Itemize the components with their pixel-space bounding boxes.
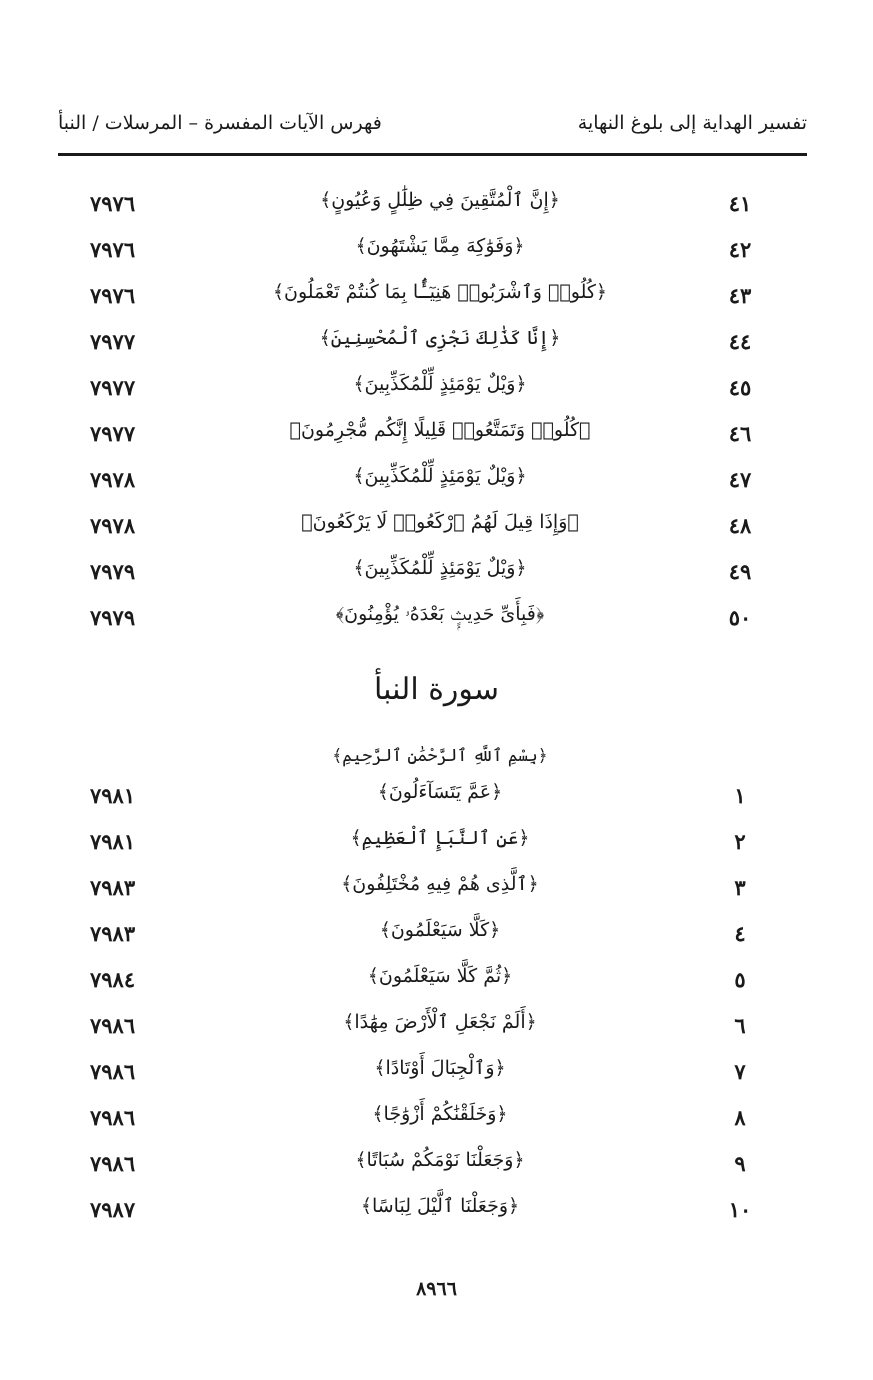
page-reference: ٧٩٨٤	[90, 967, 136, 992]
page-reference: ٧٩٧٨	[90, 467, 136, 492]
page-reference: ٧٩٧٧	[90, 329, 136, 354]
verse-text: ﴿وَيْلٌ يَوْمَئِذٍ لِّلْمُكَذِّبِينَ﴾	[353, 465, 527, 487]
table-row	[0, 777, 873, 823]
table-row	[0, 823, 873, 869]
verse-text: ﴿وَيْلٌ يَوْمَئِذٍ لِّلْمُكَذِّبِينَ﴾	[353, 557, 527, 579]
page-reference: ٧٩٧٦	[90, 283, 136, 308]
index-table-mursalat	[0, 185, 873, 645]
verse-number: ٤٥	[728, 375, 752, 400]
page-reference: ٧٩٨٦	[90, 1151, 136, 1176]
table-row	[0, 1191, 873, 1237]
page-reference: ٧٩٧٩	[90, 605, 136, 630]
verse-number: ٧	[734, 1059, 746, 1084]
table-row	[0, 231, 873, 277]
table-row	[0, 1099, 873, 1145]
table-row	[0, 599, 873, 645]
table-row	[0, 1007, 873, 1053]
page-reference: ٧٩٨٦	[90, 1105, 136, 1130]
table-row	[0, 185, 873, 231]
verse-text: ﴿وَٱلْجِبَالَ أَوْتَادًا﴾	[374, 1057, 506, 1079]
page-reference: ٧٩٨٧	[90, 1197, 136, 1222]
verse-number: ٥	[734, 967, 746, 992]
verse-number: ١	[734, 783, 746, 808]
verse-number: ٤٧	[728, 467, 752, 492]
page-reference: ٧٩٧٦	[90, 237, 136, 262]
page-reference: ٧٩٧٧	[90, 421, 136, 446]
verse-text: ﴿وَجَعَلْنَا ٱلَّيْلَ لِبَاسًا﴾	[360, 1195, 520, 1217]
table-row	[0, 369, 873, 415]
verse-text: ﴿كُلُوا۟ وَٱشْرَبُوا۟ هَنِيٓـًٔۢا بِمَا كُنتُمْ تَعْمَلُونَ﴾	[272, 281, 608, 303]
verse-number: ٥٠	[728, 605, 752, 630]
verse-number: ٤٢	[728, 237, 752, 262]
page-reference: ٧٩٨١	[90, 783, 136, 808]
verse-number: ٨	[734, 1105, 746, 1130]
running-header	[58, 112, 807, 148]
verse-text: ﴿إِنَّا كَذَٰلِكَ نَجْزِى ٱلْمُحْسِنِينَ﴾	[319, 327, 561, 349]
index-table-naba	[0, 777, 873, 1237]
page-reference: ٧٩٨١	[90, 829, 136, 854]
page-reference: ٧٩٨٣	[90, 875, 136, 900]
verse-number: ٣	[734, 875, 746, 900]
verse-text: ﴿وَفَوَٰكِهَ مِمَّا يَشْتَهُونَ﴾	[355, 235, 525, 257]
verse-text: ﴿عَمَّ يَتَسَآءَلُونَ﴾	[377, 781, 503, 803]
verse-text: ﴿كُلُوا۟ وَتَمَتَّعُوا۟ قَلِيلًا إِنَّكُم مُّجْرِمُونَ﴾	[289, 419, 591, 441]
section-title: فهرس الآيات المفسرة – المرسلات / النبأ	[58, 112, 382, 134]
verse-number: ٤٩	[728, 559, 752, 584]
table-row	[0, 915, 873, 961]
verse-text: ﴿إِنَّ ٱلْمُتَّقِينَ فِي ظِلَٰلٍ وَعُيُونٍ﴾	[320, 189, 560, 211]
verse-number: ٦	[734, 1013, 746, 1038]
header-rule	[58, 153, 807, 156]
page-reference: ٧٩٨٦	[90, 1059, 136, 1084]
table-row	[0, 507, 873, 553]
verse-text: ﴿كَلَّا سَيَعْلَمُونَ﴾	[379, 919, 501, 941]
verse-text: ﴿وَجَعَلْنَا نَوْمَكُمْ سُبَاتًا﴾	[355, 1149, 525, 1171]
verse-text: ﴿ثُمَّ كَلَّا سَيَعْلَمُونَ﴾	[367, 965, 513, 987]
book-title: تفسير الهداية إلى بلوغ النهاية	[577, 112, 807, 134]
page-reference: ٧٩٧٨	[90, 513, 136, 538]
verse-text: ﴿وَيْلٌ يَوْمَئِذٍ لِّلْمُكَذِّبِينَ﴾	[353, 373, 527, 395]
verse-number: ٤	[734, 921, 746, 946]
page-reference: ٧٩٧٩	[90, 559, 136, 584]
verse-number: ٤٤	[728, 329, 752, 354]
table-row	[0, 553, 873, 599]
verse-text: ﴿أَلَمْ نَجْعَلِ ٱلْأَرْضَ مِهَٰدًا﴾	[343, 1011, 537, 1033]
table-row	[0, 277, 873, 323]
surah-title: سورة النبأ	[373, 672, 500, 707]
verse-number: ٢	[734, 829, 746, 854]
basmala: ﴿بِسْمِ ٱللَّهِ ٱلرَّحْمَٰنِ ٱلرَّحِيمِ﴾	[332, 746, 548, 766]
verse-number: ٤١	[728, 191, 752, 216]
table-row	[0, 461, 873, 507]
table-row	[0, 415, 873, 461]
table-row	[0, 323, 873, 369]
page-number: ٨٩٦٦	[416, 1278, 457, 1300]
verse-text: ﴿فَبِأَىِّ حَدِيثٍۭ بَعْدَهُۥ يُؤْمِنُونَ﴾	[335, 603, 545, 625]
page-reference: ٧٩٨٦	[90, 1013, 136, 1038]
verse-text: ﴿وَإِذَا قِيلَ لَهُمُ ٱرْكَعُوا۟ لَا يَرْكَعُونَ﴾	[301, 511, 579, 533]
verse-number: ٩	[734, 1151, 746, 1176]
verse-text: ﴿وَخَلَقْنَٰكُمْ أَزْوَٰجًا﴾	[372, 1103, 508, 1125]
verse-number: ٤٨	[728, 513, 752, 538]
table-row	[0, 869, 873, 915]
page-reference: ٧٩٧٧	[90, 375, 136, 400]
verse-number: ٤٦	[728, 421, 752, 446]
verse-text: ﴿عَنِ ٱلنَّبَإِ ٱلْعَظِيمِ﴾	[350, 827, 530, 849]
table-row	[0, 1053, 873, 1099]
page-reference: ٧٩٧٦	[90, 191, 136, 216]
verse-number: ١٠	[728, 1197, 752, 1222]
page-reference: ٧٩٨٣	[90, 921, 136, 946]
table-row	[0, 961, 873, 1007]
verse-number: ٤٣	[728, 283, 752, 308]
table-row	[0, 1145, 873, 1191]
verse-text: ﴿ٱلَّذِى هُمْ فِيهِ مُخْتَلِفُونَ﴾	[341, 873, 539, 895]
